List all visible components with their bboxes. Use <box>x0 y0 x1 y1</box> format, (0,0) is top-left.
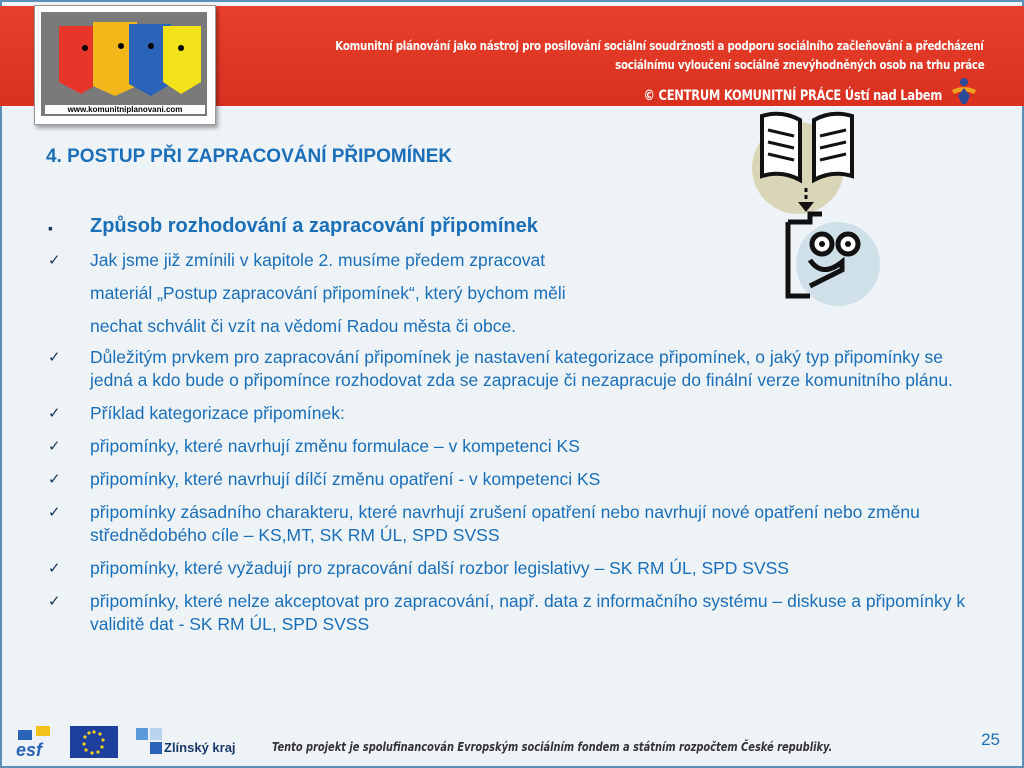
bullet-list <box>46 215 966 636</box>
footer-logos <box>14 722 274 760</box>
list-item-text: připomínky, které nelze akceptovat pro zapracování, např. data z informačního systému – diskuse a připomínky k validitě dat - SK RM ÚL, SPD SVSS <box>90 591 966 634</box>
page-number: 25 <box>981 730 1000 749</box>
main-bullet-text: Způsob rozhodování a zapracování připomínek <box>90 215 538 237</box>
check-icon: ✓ <box>48 405 61 422</box>
header-line-2: sociálnímu vyloučení sociálně znevýhodněných osob na trhu práce <box>614 57 984 72</box>
header-line-3: © CENTRUM KOMUNITNÍ PRÁCE Ústí nad Labem <box>643 88 942 104</box>
check-icon: ✓ <box>48 593 61 610</box>
list-item-text: Příklad kategorizace připomínek: <box>90 403 345 423</box>
zlin-region-logo <box>136 728 236 755</box>
list-item-text: Jak jsme již zmínili v kapitole 2. musíme předem zpracovat <box>90 250 546 270</box>
check-icon: ✓ <box>48 471 61 488</box>
list-item <box>46 557 966 580</box>
square-bullet-icon: ▪ <box>48 220 53 236</box>
logo-image <box>41 12 207 116</box>
footer-funding-text: Tento projekt je spolufinancován Evropským sociálním fondem a státním rozpočtem České republiky. <box>272 740 833 754</box>
check-icon: ✓ <box>48 438 61 455</box>
list-item <box>46 590 966 636</box>
list-item-text: připomínky, které navrhují dílčí změnu opatření - v kompetenci KS <box>90 469 601 489</box>
check-icon: ✓ <box>48 504 61 521</box>
list-item-text: připomínky, které navrhují změnu formulace – v kompetenci KS <box>90 436 580 456</box>
list-item-text: připomínky, které vyžadují pro zpracování další rozbor legislativy – SK RM ÚL, SPD SVSS <box>90 558 789 578</box>
esf-label: esf <box>16 740 43 760</box>
main-bullet <box>46 215 966 238</box>
list-item-text: nechat schválit či vzít na vědomí Radou města či obce. <box>90 316 517 336</box>
slide-title: 4. POSTUP PŘI ZAPRACOVÁNÍ PŘIPOMÍNEK <box>46 146 453 167</box>
list-item-text: připomínky zásadního charakteru, které navrhují zrušení opatření nebo navrhují nové opatření nebo změnu střednědobého cíle – KS,MT, SK RM ÚL, SPD SVSS <box>90 502 920 545</box>
list-item <box>46 468 966 491</box>
list-item <box>46 346 966 392</box>
list-item <box>46 244 966 277</box>
check-icon: ✓ <box>48 349 61 366</box>
logo-url: www.komunitniplanovani.com <box>45 105 205 114</box>
list-item <box>46 501 966 547</box>
list-item-text: materiál „Postup zapracování připomínek“, který bychom měli <box>90 283 566 303</box>
check-icon: ✓ <box>48 560 61 577</box>
header-line-1: Komunitní plánování jako nástroj pro posilování sociální soudržnosti a podporu sociálního začleňování a předcházení <box>335 38 984 53</box>
check-icon: ✓ <box>48 252 61 269</box>
list-item <box>46 310 966 343</box>
list-item <box>46 402 966 425</box>
ckp-logo-icon <box>946 76 982 106</box>
list-item <box>46 435 966 458</box>
esf-logo <box>16 726 50 760</box>
list-item <box>46 277 966 310</box>
list-item-text: Důležitým prvkem pro zapracování připomínek je nastavení kategorizace připomínek, o jaký typ připomínky se jedná a kdo bude o připomínce rozhodovat zda se zapracuje či nezapracuje do finální verze komunitního plánu. <box>90 347 953 390</box>
eu-flag-icon <box>70 726 118 758</box>
project-logo <box>34 5 216 125</box>
region-label: Zlínský kraj <box>164 740 236 755</box>
